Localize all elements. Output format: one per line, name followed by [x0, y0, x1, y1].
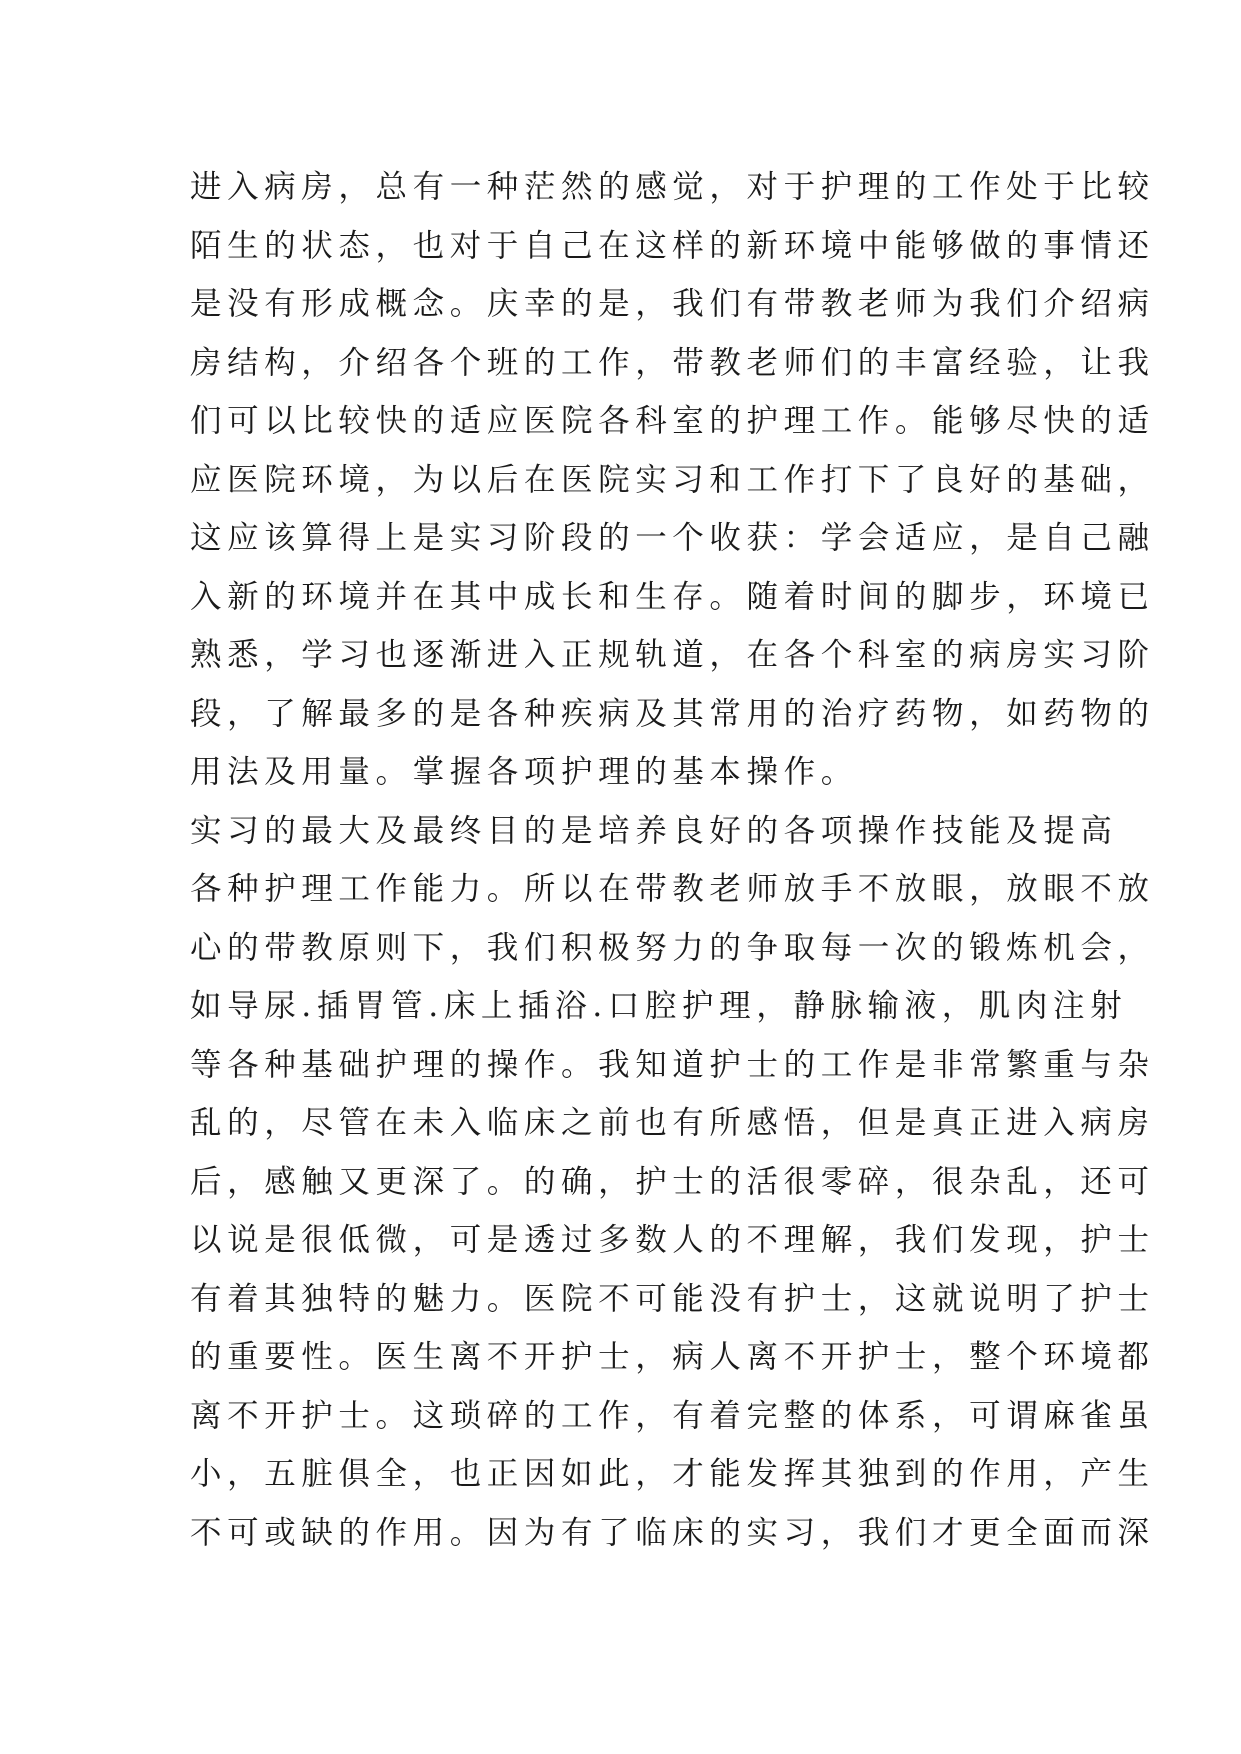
- text-line: 房结构，介绍各个班的工作，带教老师们的丰富经验，让我: [190, 344, 1155, 381]
- text-line: 有着其独特的魅力。医院不可能没有护士，这就说明了护士: [190, 1280, 1155, 1317]
- text-line: 这应该算得上是实习阶段的一个收获：学会适应，是自己融: [190, 520, 1155, 556]
- text-line: 陌生的状态，也对于自己在这样的新环境中能够做的事情还: [190, 227, 1155, 264]
- text-line: 们可以比较快的适应医院各科室的护理工作。能够尽快的适: [190, 403, 1155, 439]
- body-text: [190, 158, 1155, 1562]
- text-line: 进入病房，总有一种茫然的感觉，对于护理的工作处于比较: [190, 169, 1155, 205]
- text-line: 的重要性。医生离不开护士，病人离不开护士，整个环境都: [190, 1339, 1155, 1375]
- text-line: 段，了解最多的是各种疾病及其常用的治疗药物，如药物的: [190, 695, 1155, 732]
- text-line: 小，五脏俱全，也正因如此，才能发挥其独到的作用，产生: [190, 1456, 1155, 1492]
- text-line: 后，感触又更深了。的确，护士的活很零碎，很杂乱，还可: [190, 1163, 1155, 1200]
- text-line: 等各种基础护理的操作。我知道护士的工作是非常繁重与杂: [190, 1046, 1155, 1083]
- text-line: 是没有形成概念。庆幸的是，我们有带教老师为我们介绍病: [190, 286, 1155, 322]
- text-line: 以说是很低微，可是透过多数人的不理解，我们发现，护士: [190, 1222, 1155, 1258]
- text-line: 用法及用量。掌握各项护理的基本操作。: [190, 754, 858, 790]
- text-line: 不可或缺的作用。因为有了临床的实习，我们才更全面而深: [190, 1514, 1155, 1551]
- text-line: 入新的环境并在其中成长和生存。随着时间的脚步，环境已: [190, 578, 1155, 615]
- text-line: 心的带教原则下，我们积极努力的争取每一次的锻炼机会，: [190, 929, 1155, 966]
- text-line: 乱的，尽管在未入临床之前也有所感悟，但是真正进入病房: [190, 1105, 1155, 1141]
- text-line: 离不开护士。这琐碎的工作，有着完整的体系，可谓麻雀虽: [190, 1397, 1155, 1434]
- text-line: 实习的最大及最终目的是培养良好的各项操作技能及提高: [190, 812, 1118, 849]
- text-line: 应医院环境，为以后在医院实习和工作打下了良好的基础，: [190, 461, 1155, 498]
- text-line: 如导尿.插胃管.床上插浴.口腔护理，静脉输液，肌肉注射: [190, 988, 1128, 1024]
- text-line: 各种护理工作能力。所以在带教老师放手不放眼，放眼不放: [190, 871, 1155, 907]
- text-line: 熟悉，学习也逐渐进入正规轨道，在各个科室的病房实习阶: [190, 637, 1155, 673]
